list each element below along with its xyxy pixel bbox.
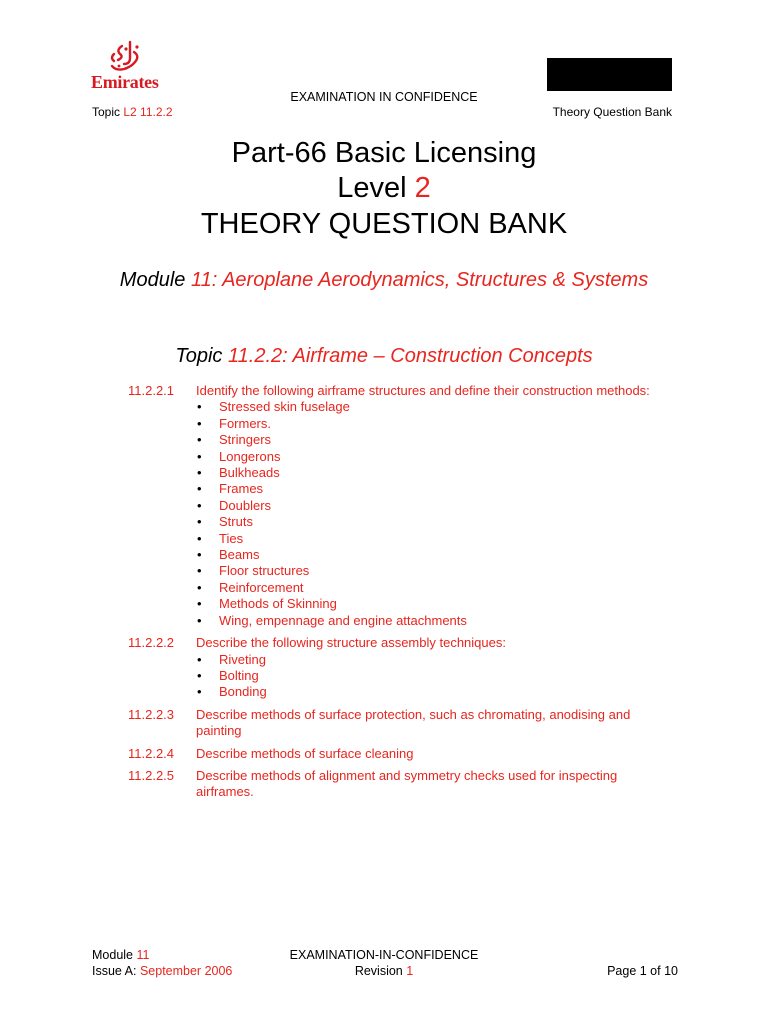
title-level xyxy=(0,171,768,206)
logo-wordmark: Emirates xyxy=(91,72,159,92)
bullet-item: • Doublers xyxy=(196,498,678,514)
bullet-list xyxy=(196,399,678,629)
footer-module-label: Module xyxy=(92,948,137,962)
bullet-item: • Floor structures xyxy=(196,563,678,579)
header-topic-label: Topic xyxy=(92,105,124,119)
bullet-item: • Formers. xyxy=(196,416,678,432)
objective-item xyxy=(128,707,678,740)
emirates-logo xyxy=(88,40,168,96)
bullet-list xyxy=(196,652,678,701)
header-topic xyxy=(92,105,173,119)
title-level-value: 2 xyxy=(414,172,431,204)
topic-heading xyxy=(0,343,768,369)
footer-confidence: EXAMINATION-IN-CONFIDENCE xyxy=(289,948,479,962)
objective-number: 11.2.2.2 xyxy=(128,635,175,651)
footer-page-number: Page 1 of 10 xyxy=(607,964,678,978)
objective-text: Identify the following airframe structures and define their construction methods: xyxy=(196,383,650,398)
topic-heading-label: Topic xyxy=(175,345,228,367)
bullet-item: • Beams xyxy=(196,547,678,563)
bullet-item: • Stressed skin fuselage xyxy=(196,399,678,415)
bullet-item: • Ties xyxy=(196,531,678,547)
title-line-3: THEORY QUESTION BANK xyxy=(200,208,568,240)
objective-item xyxy=(128,383,678,629)
objective-text: Describe methods of surface cleaning xyxy=(196,745,414,761)
topic-heading-value: 11.2.2: Airframe – Construction Concepts xyxy=(228,345,593,367)
bullet-item: • Bonding xyxy=(196,684,678,700)
objective-number: 11.2.2.1 xyxy=(128,383,175,398)
objective-number: 11.2.2.3 xyxy=(128,706,175,722)
footer-revision-value: 1 xyxy=(406,964,414,978)
bullet-item: • Stringers xyxy=(196,432,678,448)
footer-issue-value: September 2006 xyxy=(139,964,233,978)
bullet-item: • Reinforcement xyxy=(196,580,678,596)
objective-number: 11.2.2.5 xyxy=(128,767,175,783)
bullet-item: • Bolting xyxy=(196,668,678,684)
objective-item xyxy=(128,768,678,801)
bullet-item: • Riveting xyxy=(196,652,678,668)
emirates-calligraphy-icon xyxy=(104,40,144,74)
bullet-item: • Struts xyxy=(196,514,678,530)
module-heading-value: 11: Aeroplane Aerodynamics, Structures & Systems xyxy=(190,269,649,291)
objective-item xyxy=(128,746,678,762)
objective-text: Describe methods of surface protection, such as chromating, anodising and painting xyxy=(196,706,631,739)
header-confidence: EXAMINATION IN CONFIDENCE xyxy=(290,90,478,104)
bullet-item: • Frames xyxy=(196,481,678,497)
objective-item xyxy=(128,635,678,701)
footer-right xyxy=(607,947,678,979)
objective-number: 11.2.2.4 xyxy=(128,745,175,761)
objective-text: Describe the following structure assembly techniques: xyxy=(196,635,506,651)
title-line-1: Part-66 Basic Licensing xyxy=(231,137,537,169)
bullet-item: • Wing, empennage and engine attachments xyxy=(196,613,678,629)
module-heading-label: Module xyxy=(119,269,191,291)
footer-module-value: 11 xyxy=(136,948,150,962)
header-bank-label: Theory Question Bank xyxy=(552,105,672,119)
objective-text: Describe methods of alignment and symmetry checks used for inspecting airframes. xyxy=(196,767,618,800)
redacted-block xyxy=(547,58,672,91)
module-heading xyxy=(100,267,668,293)
objective-list xyxy=(128,383,678,807)
footer-revision-label: Revision xyxy=(354,964,407,978)
objective-body xyxy=(196,635,678,701)
footer-issue-label: Issue A: xyxy=(92,964,140,978)
bullet-item: • Methods of Skinning xyxy=(196,596,678,612)
title-level-label: Level xyxy=(337,172,415,204)
bullet-item: • Longerons xyxy=(196,449,678,465)
header-topic-code: L2 11.2.2 xyxy=(123,105,173,119)
bullet-item: • Bulkheads xyxy=(196,465,678,481)
objective-body xyxy=(196,383,678,629)
